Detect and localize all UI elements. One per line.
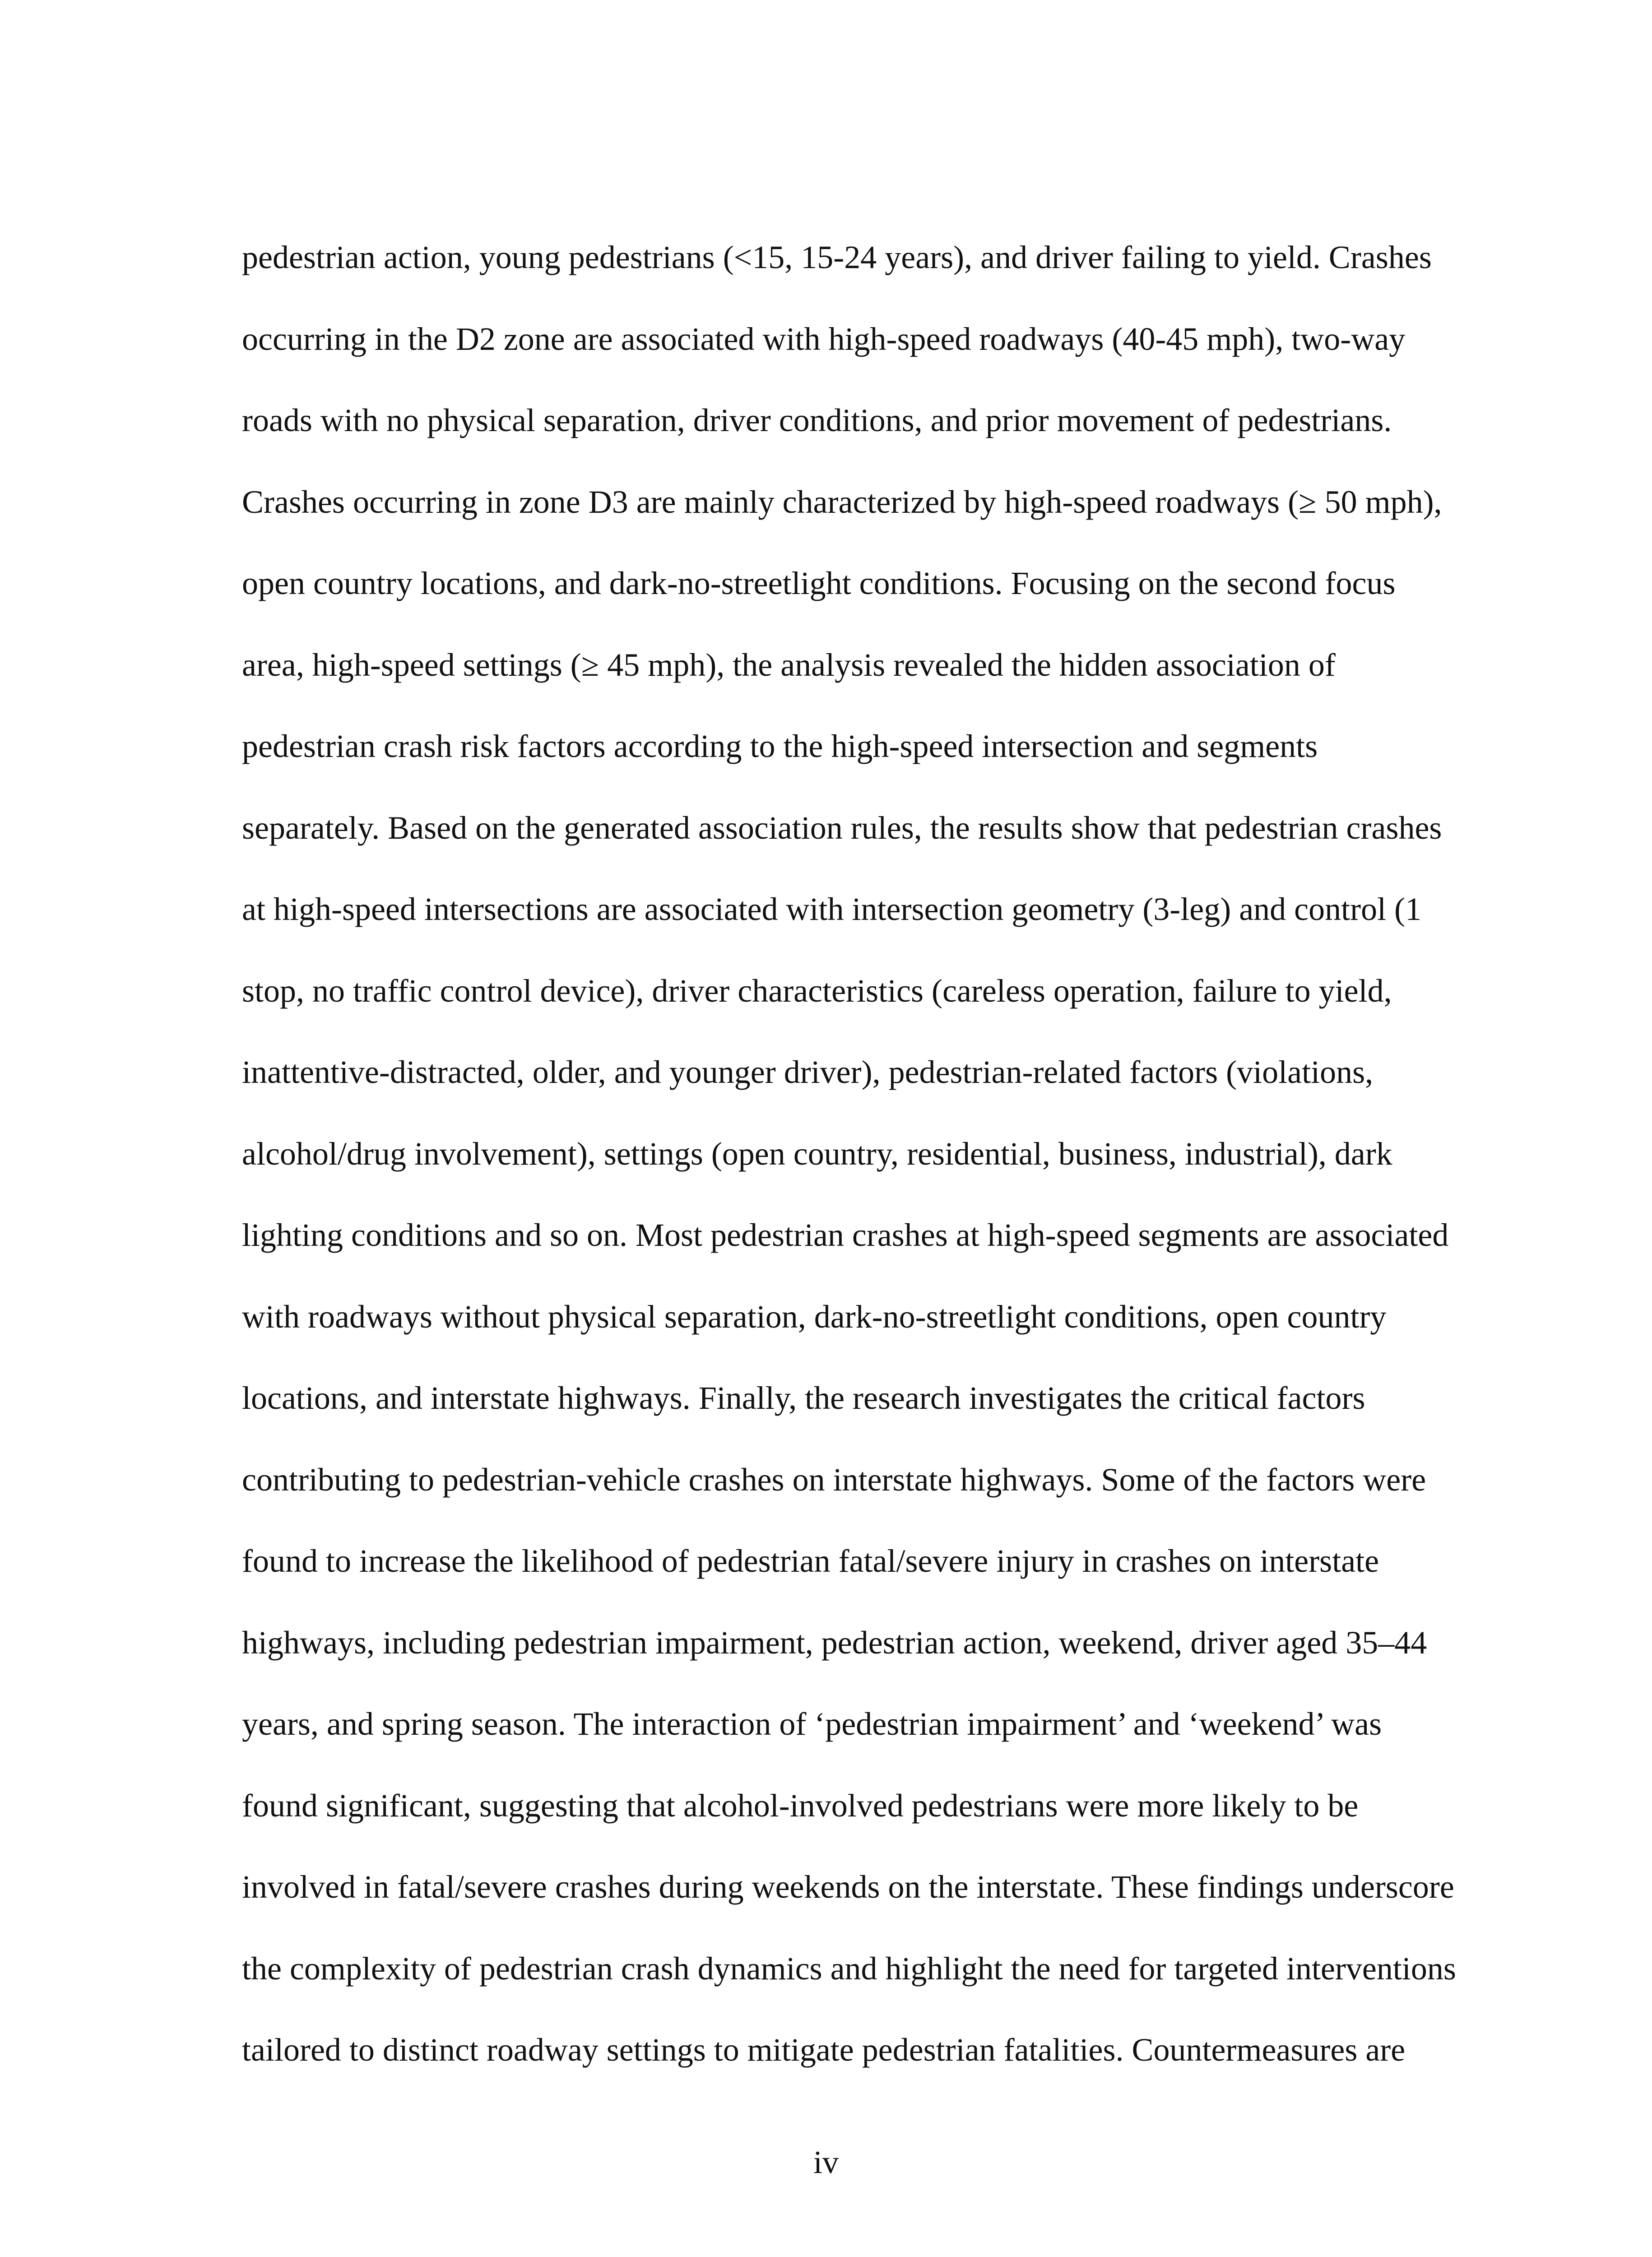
text-line: Crashes occurring in zone D3 are mainly characterized by high-speed roadways (≥ 50 mph),: [242, 483, 1442, 520]
page-number: iv: [813, 2144, 839, 2180]
text-line: open country locations, and dark-no-streetlight conditions. Focusing on the second focus: [242, 565, 1396, 601]
text-line: pedestrian action, young pedestrians (<15, 15-24 years), and driver failing to yield. Crashes: [242, 239, 1432, 275]
text-line: roads with no physical separation, driver conditions, and prior movement of pedestrians.: [242, 402, 1392, 438]
text-line: with roadways without physical separation, dark-no-streetlight conditions, open country: [242, 1298, 1387, 1335]
text-line: contributing to pedestrian-vehicle crashes on interstate highways. Some of the factors were: [242, 1461, 1426, 1498]
text-line: pedestrian crash risk factors according to the high-speed intersection and segments: [242, 728, 1318, 764]
text-line: years, and spring season. The interaction of ‘pedestrian impairment’ and ‘weekend’ was: [242, 1706, 1382, 1742]
text-line: alcohol/drug involvement), settings (open country, residential, business, industrial), dark: [242, 1135, 1392, 1172]
text-line: highways, including pedestrian impairment, pedestrian action, weekend, driver aged 35–44: [242, 1624, 1427, 1661]
text-line: at high-speed intersections are associated with intersection geometry (3-leg) and control (1: [242, 891, 1422, 927]
text-line: inattentive-distracted, older, and younger driver), pedestrian-related factors (violations,: [242, 1054, 1374, 1090]
text-line: occurring in the D2 zone are associated with high-speed roadways (40-45 mph), two-way: [242, 320, 1406, 357]
text-line: lighting conditions and so on. Most pedestrian crashes at high-speed segments are associated: [242, 1217, 1449, 1253]
text-line: locations, and interstate highways. Finally, the research investigates the critical factors: [242, 1380, 1365, 1416]
text-line: found to increase the likelihood of pedestrian fatal/severe injury in crashes on interstate: [242, 1543, 1379, 1579]
text-line: separately. Based on the generated association rules, the results show that pedestrian crashes: [242, 809, 1442, 846]
body-paragraph: [242, 217, 1461, 2091]
text-line: found significant, suggesting that alcohol-involved pedestrians were more likely to be: [242, 1787, 1359, 1824]
text-line: area, high-speed settings (≥ 45 mph), the analysis revealed the hidden association of: [242, 646, 1336, 683]
text-line: stop, no traffic control device), driver characteristics (careless operation, failure to yield,: [242, 972, 1392, 1009]
text-line: involved in fatal/severe crashes during weekends on the interstate. These findings underscore: [242, 1869, 1454, 1905]
text-line: the complexity of pedestrian crash dynamics and highlight the need for targeted interventions: [242, 1950, 1456, 1987]
text-line: tailored to distinct roadway settings to mitigate pedestrian fatalities. Countermeasures are: [242, 2032, 1406, 2068]
